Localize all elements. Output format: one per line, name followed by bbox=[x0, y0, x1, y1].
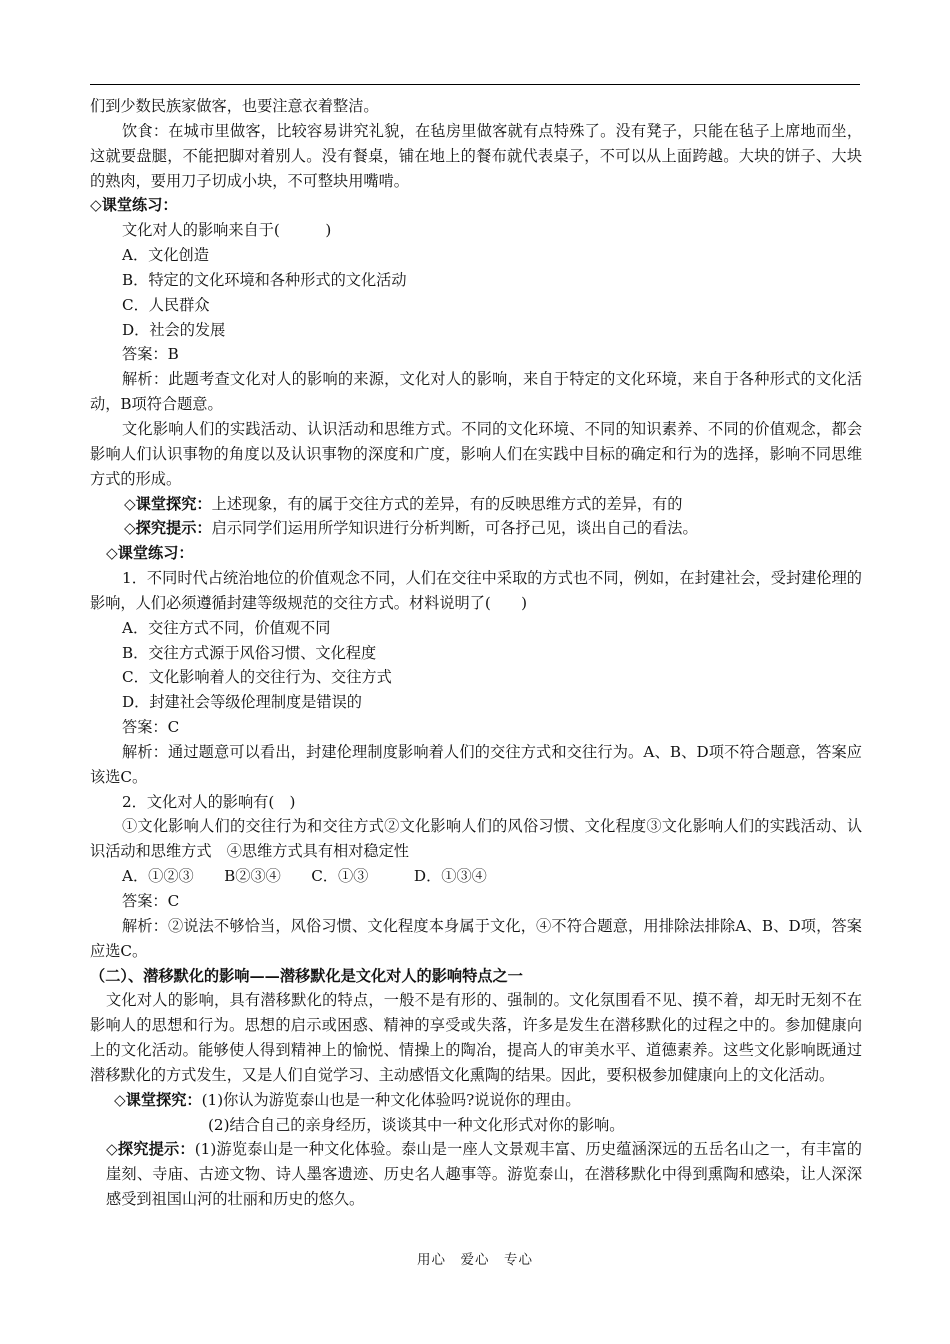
explanation: 解析：②说法不够恰当，风俗习惯、文化程度本身属于文化，④不符合题意，用排除法排除A、B、D项，答案应选C。 bbox=[90, 916, 862, 960]
inquiry-line bbox=[90, 492, 862, 517]
inquiry-label: ◇课堂探究： bbox=[114, 1090, 202, 1109]
option-a: A．文化创造 bbox=[122, 246, 209, 265]
answer: 答案：C bbox=[122, 718, 180, 737]
option-c: C．文化影响着人的交往行为、交往方式 bbox=[122, 668, 392, 687]
option-d: D．封建社会等级伦理制度是错误的 bbox=[122, 693, 362, 712]
hint-line bbox=[90, 516, 862, 541]
paragraph: 饮食：在城市里做客，比较容易讲究礼貌，在毡房里做客就有点特殊了。没有凳子，只能在毡子上席地而坐，这就要盘腿，不能把脚对着别人。没有餐桌，铺在地上的餐布就代表桌子，不可以从上面跨越。大块的饼子、大块的熟肉，要用刀子切成小块，不可整块用嘴啃。 bbox=[90, 121, 862, 190]
page-footer: 用心 爱心 专心 bbox=[417, 1252, 533, 1268]
document-body bbox=[90, 94, 862, 1212]
hint-line bbox=[90, 1137, 862, 1212]
question-stem: 文化对人的影响来自于( ) bbox=[122, 221, 332, 240]
inquiry-text: (1)你认为游览泰山也是一种文化体验吗?说说你的理由。 bbox=[201, 1090, 581, 1109]
paragraph: 文化对人的影响，具有潜移默化的特点，一般不是有形的、强制的。文化氛围看不见、摸不着，却无时无刻不在影响人的思想和行为。思想的启示或困惑、精神的享受或失落，许多是发生在潜移默化的过程之中的。参加健康向上的文化活动。能够使人得到精神上的愉悦、情操上的陶冶，提高人的审美水平、道德素养。这些文化影响既通过潜移默化的方式发生，又是人们自觉学习、主动感悟文化熏陶的结果。因此，要积极参加健康向上的文化活动。 bbox=[90, 991, 862, 1084]
options-row: A．①②③ B②③④ C．①③ D．①③④ bbox=[122, 867, 487, 886]
option-b: B．交往方式源于风俗习惯、文化程度 bbox=[122, 643, 377, 662]
answer: 答案：C bbox=[122, 892, 180, 910]
inquiry-text-2: (2)结合自己的亲身经历，谈谈其中一种文化形式对你的影响。 bbox=[208, 1115, 625, 1134]
question-statements: ①文化影响人们的交往行为和交往方式②文化影响人们的风俗习惯、文化程度③文化影响人们的实践活动、认识活动和思维方式 ④思维方式具有相对稳定性 bbox=[90, 817, 862, 861]
hint-label: ◇探究提示： bbox=[124, 519, 212, 538]
answer: 答案：B bbox=[122, 345, 179, 364]
paragraph: 们到少数民族家做客，也要注意衣着整洁。 bbox=[90, 97, 379, 115]
question-stem: 1．不同时代占统治地位的价值观念不同，人们在交往中采取的方式也不同，例如，在封建社会，受封建伦理的影响，人们必须遵循封建等级规范的交往方式。材料说明了( ) bbox=[90, 569, 862, 612]
option-a: A．交往方式不同，价值观不同 bbox=[122, 618, 331, 637]
hint-text: (1)游览泰山是一种文化体验。泰山是一座人文景观丰富、历史蕴涵深远的五岳名山之一，有丰富的崖刻、寺庙、古迹文物、诗人墨客遗迹、历史名人趣事等。游览泰山，在潜移默化中得到熏陶和感染，让人深深感受到祖国山河的壮丽和历史的悠久。 bbox=[106, 1140, 862, 1209]
option-c: C．人民群众 bbox=[122, 295, 210, 314]
paragraph: 文化影响人们的实践活动、认识活动和思维方式。不同的文化环境、不同的知识素养、不同的价值观念，都会影响人们认识事物的角度以及认识事物的深度和广度，影响人们在实践中目标的确定和行为的选择，影响不同思维方式的形成。 bbox=[90, 419, 862, 488]
section-heading: ◇课堂练习： bbox=[106, 544, 194, 563]
inquiry-label: ◇课堂探究： bbox=[124, 494, 212, 513]
hint-label: ◇探究提示： bbox=[106, 1140, 195, 1159]
question-stem: 2．文化对人的影响有( ) bbox=[122, 792, 296, 811]
explanation: 解析：此题考查文化对人的影响的来源，文化对人的影响，来自于特定的文化环境，来自于各种形式的文化活动，B项符合题意。 bbox=[90, 370, 862, 414]
hint-text: 启示同学们运用所学知识进行分析判断，可各抒己见，谈出自己的看法。 bbox=[211, 519, 698, 538]
inquiry-text: 上述现象，有的属于交往方式的差异，有的反映思维方式的差异，有的 bbox=[211, 494, 683, 513]
section-heading: （二）、潜移默化的影响——潜移默化是文化对人的影响特点之一 bbox=[90, 966, 523, 985]
inquiry-line bbox=[90, 1088, 862, 1113]
header-rule bbox=[90, 84, 860, 85]
section-heading: ◇课堂练习： bbox=[90, 196, 178, 215]
option-d: D．社会的发展 bbox=[122, 320, 226, 339]
option-b: B．特定的文化环境和各种形式的文化活动 bbox=[122, 270, 407, 289]
explanation: 解析：通过题意可以看出，封建伦理制度影响着人们的交往方式和交往行为。A、B、D项不符合题意，答案应该选C。 bbox=[90, 742, 862, 786]
